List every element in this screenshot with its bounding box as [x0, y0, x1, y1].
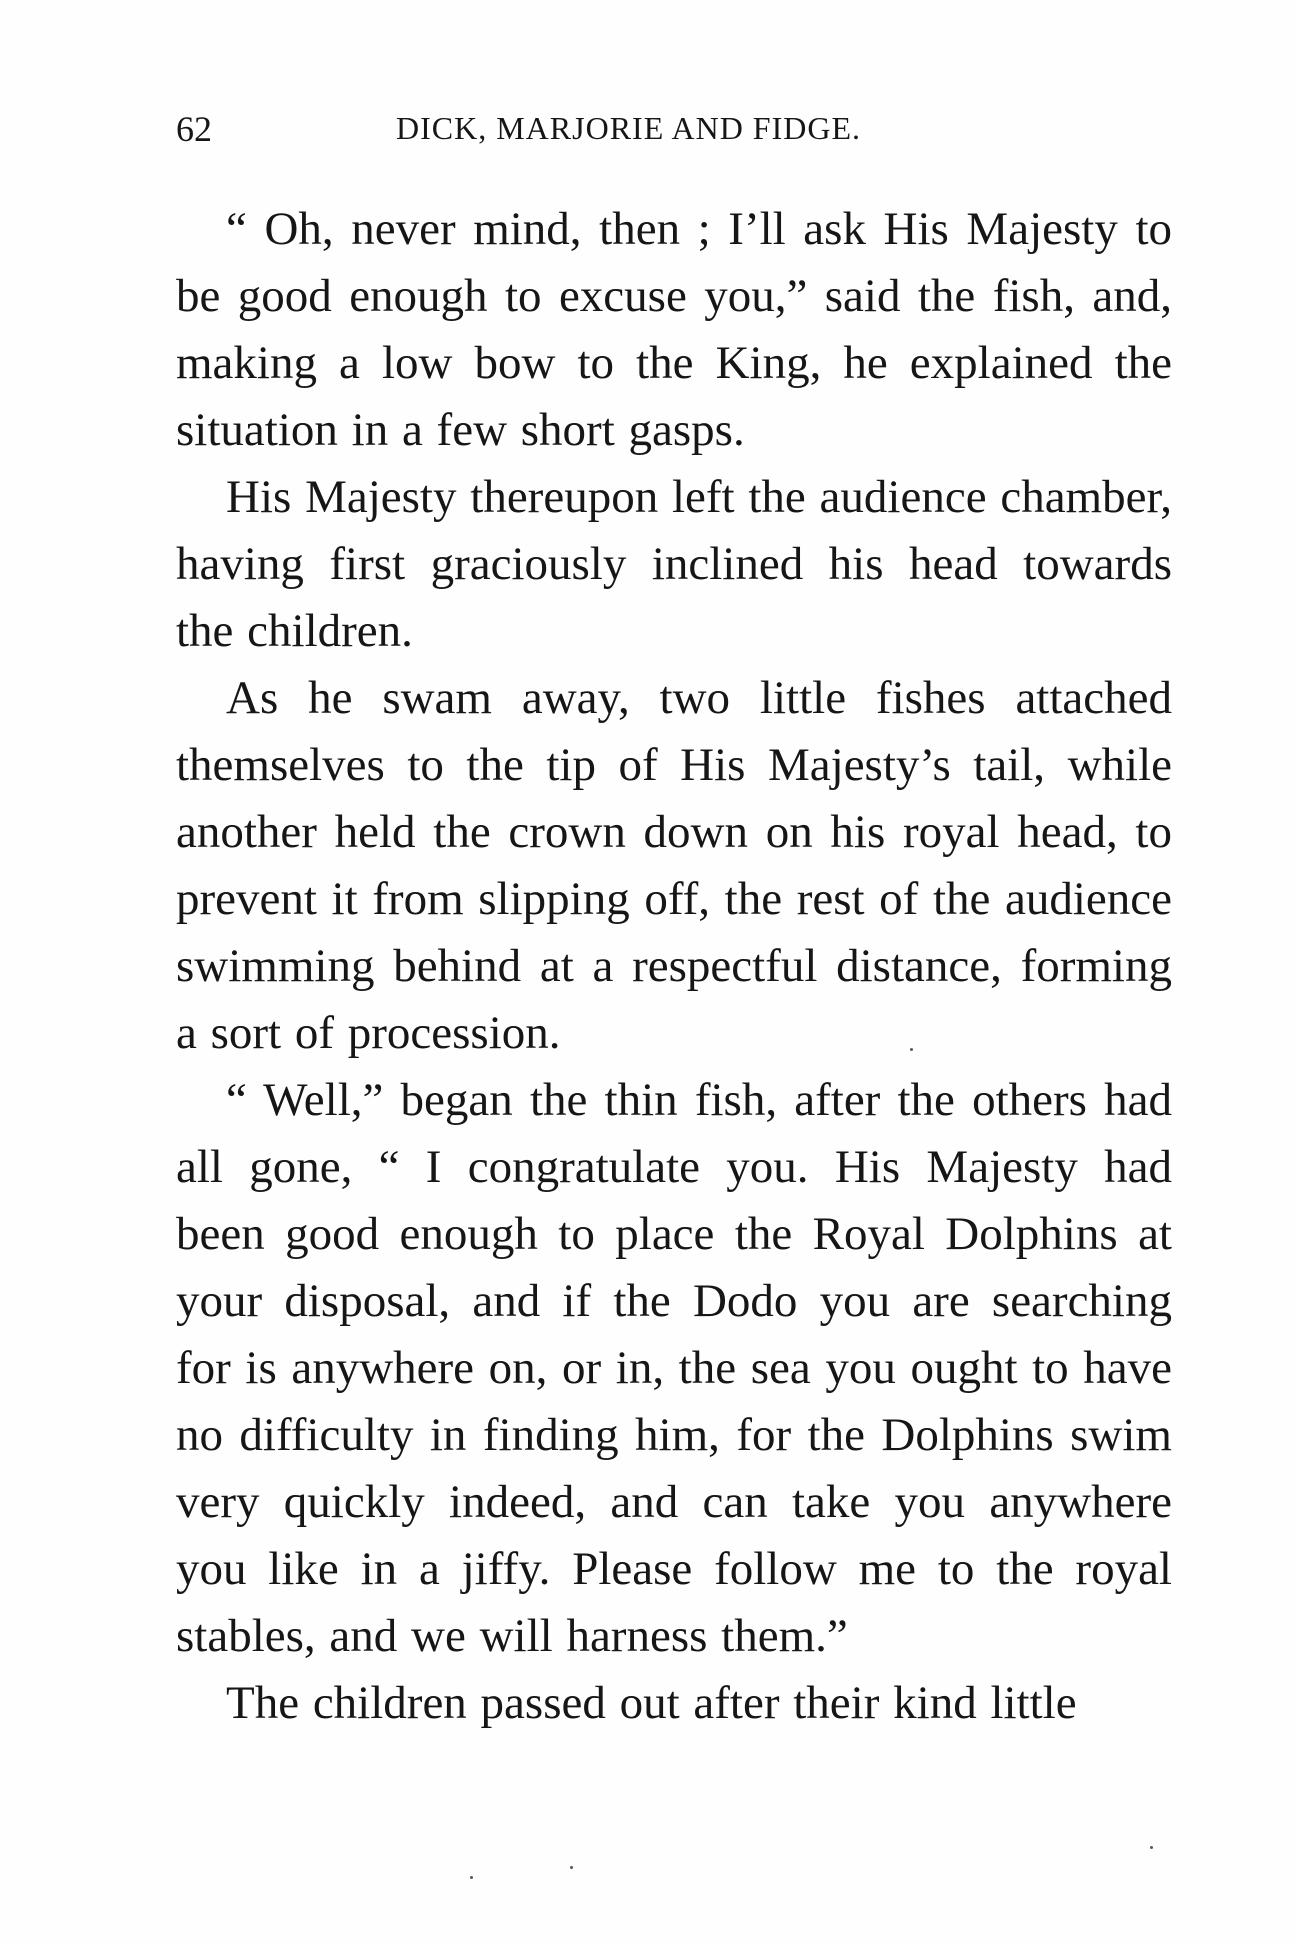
page-number: 62: [176, 109, 212, 149]
paragraph: The children passed out after their kind little: [226, 1677, 1077, 1729]
paper-speck: [470, 1876, 473, 1879]
paragraph: “ Oh, never mind, then ; I’ll ask His Majesty to be good enough to excuse you,” said the fish, and, making a low bow to the King, he explained the situation in a few short gasps.: [176, 203, 1172, 456]
paragraph: As he swam away, two little fishes attached themselves to the tip of His Majesty’s tail, while another held the crown down on his royal head, to prevent it from slipping off, the rest of the audience swimming behind at a respectful distance, forming a sort of procession.: [176, 672, 1172, 1059]
body-text: [176, 196, 1172, 1737]
paper-speck: [570, 1866, 573, 1869]
running-head: DICK, MARJORIE AND FIDGE.: [396, 110, 862, 146]
paragraph: “ Well,” began the thin fish, after the others had all gone, “ I congratulate you. His Majesty had been good enough to place the Royal Dolphins at your disposal, and if the Dodo you are searching for is anywhere on, or in, the sea you ought to have no difficulty in finding him, for the Dolphins swim very quickly indeed, and can take you anywhere you like in a jiffy. Please follow me to the royal stables, and we will harness them.”: [176, 1074, 1172, 1662]
paper-speck: [910, 1048, 913, 1051]
page-header: [176, 108, 1172, 158]
paragraph: His Majesty thereupon left the audience chamber, having first graciously inclined his head towards the children.: [176, 471, 1172, 657]
paper-speck: [1150, 1846, 1153, 1849]
